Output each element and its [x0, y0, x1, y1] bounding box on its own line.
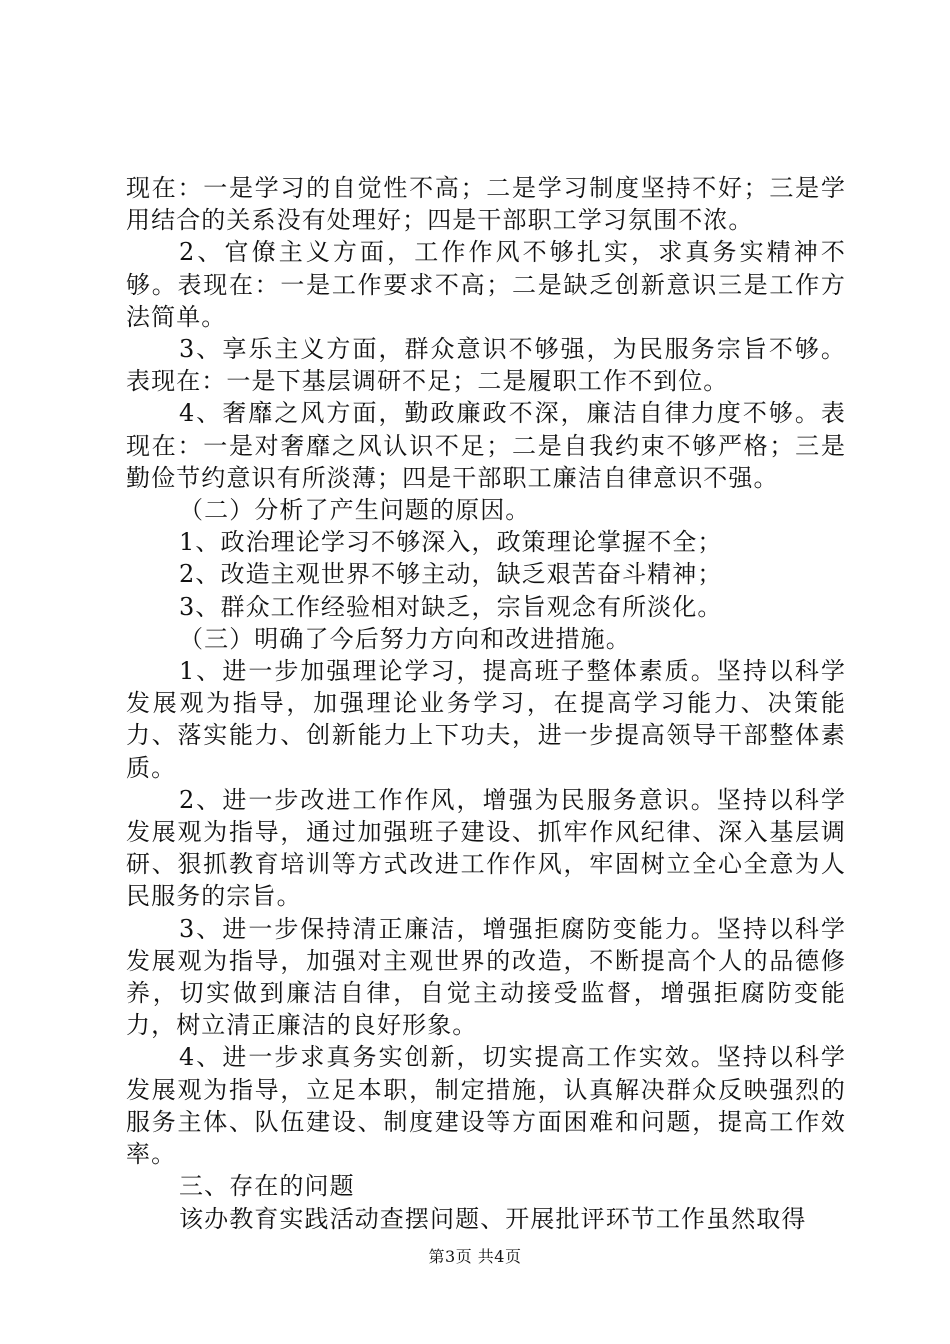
- section-heading-problems: 三、存在的问题: [179, 1172, 355, 1201]
- paragraph-bureaucratism: 2、官僚主义方面，工作作风不够扎实，求真务实精神不够。表现在：一是工作要求不高；二是缺乏创新意识三是工作方法简单。: [126, 238, 846, 331]
- page-number-label: 第3页 共4页: [428, 1247, 522, 1266]
- document-body: [126, 172, 846, 1235]
- section-heading-measures: （三）明确了今后努力方向和改进措施。: [179, 624, 631, 653]
- paragraph-measure-3: 3、进一步保持清正廉洁，增强拒腐防变能力。坚持以科学发展观为指导，加强对主观世界的改造，不断提高个人的品德修养，切实做到廉洁自律，自觉主动接受监督，增强拒腐防变能力，树立清正廉洁的良好形象。: [126, 914, 846, 1040]
- paragraph-measure-4: 4、进一步求真务实创新，切实提高工作实效。坚持以科学发展观为指导，立足本职，制定措施，认真解决群众反映强烈的服务主体、队伍建设、制度建设等方面困难和问题，提高工作效率。: [126, 1043, 846, 1169]
- paragraph-measure-1: 1、进一步加强理论学习，提高班子整体素质。坚持以科学发展观为指导，加强理论业务学习，在提高学习能力、决策能力、落实能力、创新能力上下功夫，进一步提高领导干部整体素质。: [126, 657, 846, 782]
- paragraph-problems-intro: 该办教育实践活动查摆问题、开展批评环节工作虽然取得: [179, 1204, 807, 1233]
- paragraph-hedonism: 3、享乐主义方面，群众意识不够强，为民服务宗旨不够。表现在：一是下基层调研不足；二是履职工作不到位。: [126, 335, 846, 396]
- page-footer: [0, 1244, 950, 1267]
- paragraph-cause-3: 3、群众工作经验相对缺乏，宗旨观念有所淡化。: [179, 592, 723, 621]
- paragraph-continuation: 现在：一是学习的自觉性不高；二是学习制度坚持不好；三是学用结合的关系没有处理好；四是干部职工学习氛围不浓。: [126, 174, 846, 235]
- paragraph-measure-2: 2、进一步改进工作作风，增强为民服务意识。坚持以科学发展观为指导，通过加强班子建设、抓牢作风纪律、深入基层调研、狠抓教育培训等方式改进工作作风，牢固树立全心全意为人民服务的宗旨。: [126, 785, 846, 911]
- paragraph-cause-1: 1、政治理论学习不够深入，政策理论掌握不全；: [179, 528, 723, 557]
- paragraph-cause-2: 2、改造主观世界不够主动，缺乏艰苦奋斗精神；: [179, 560, 723, 589]
- section-heading-causes: （二）分析了产生问题的原因。: [179, 496, 531, 525]
- paragraph-extravagance: 4、奢靡之风方面，勤政廉政不深，廉洁自律力度不够。表现在：一是对奢靡之风认识不足；二是自我约束不够严格；三是勤俭节约意识有所淡薄；四是干部职工廉洁自律意识不强。: [126, 399, 846, 492]
